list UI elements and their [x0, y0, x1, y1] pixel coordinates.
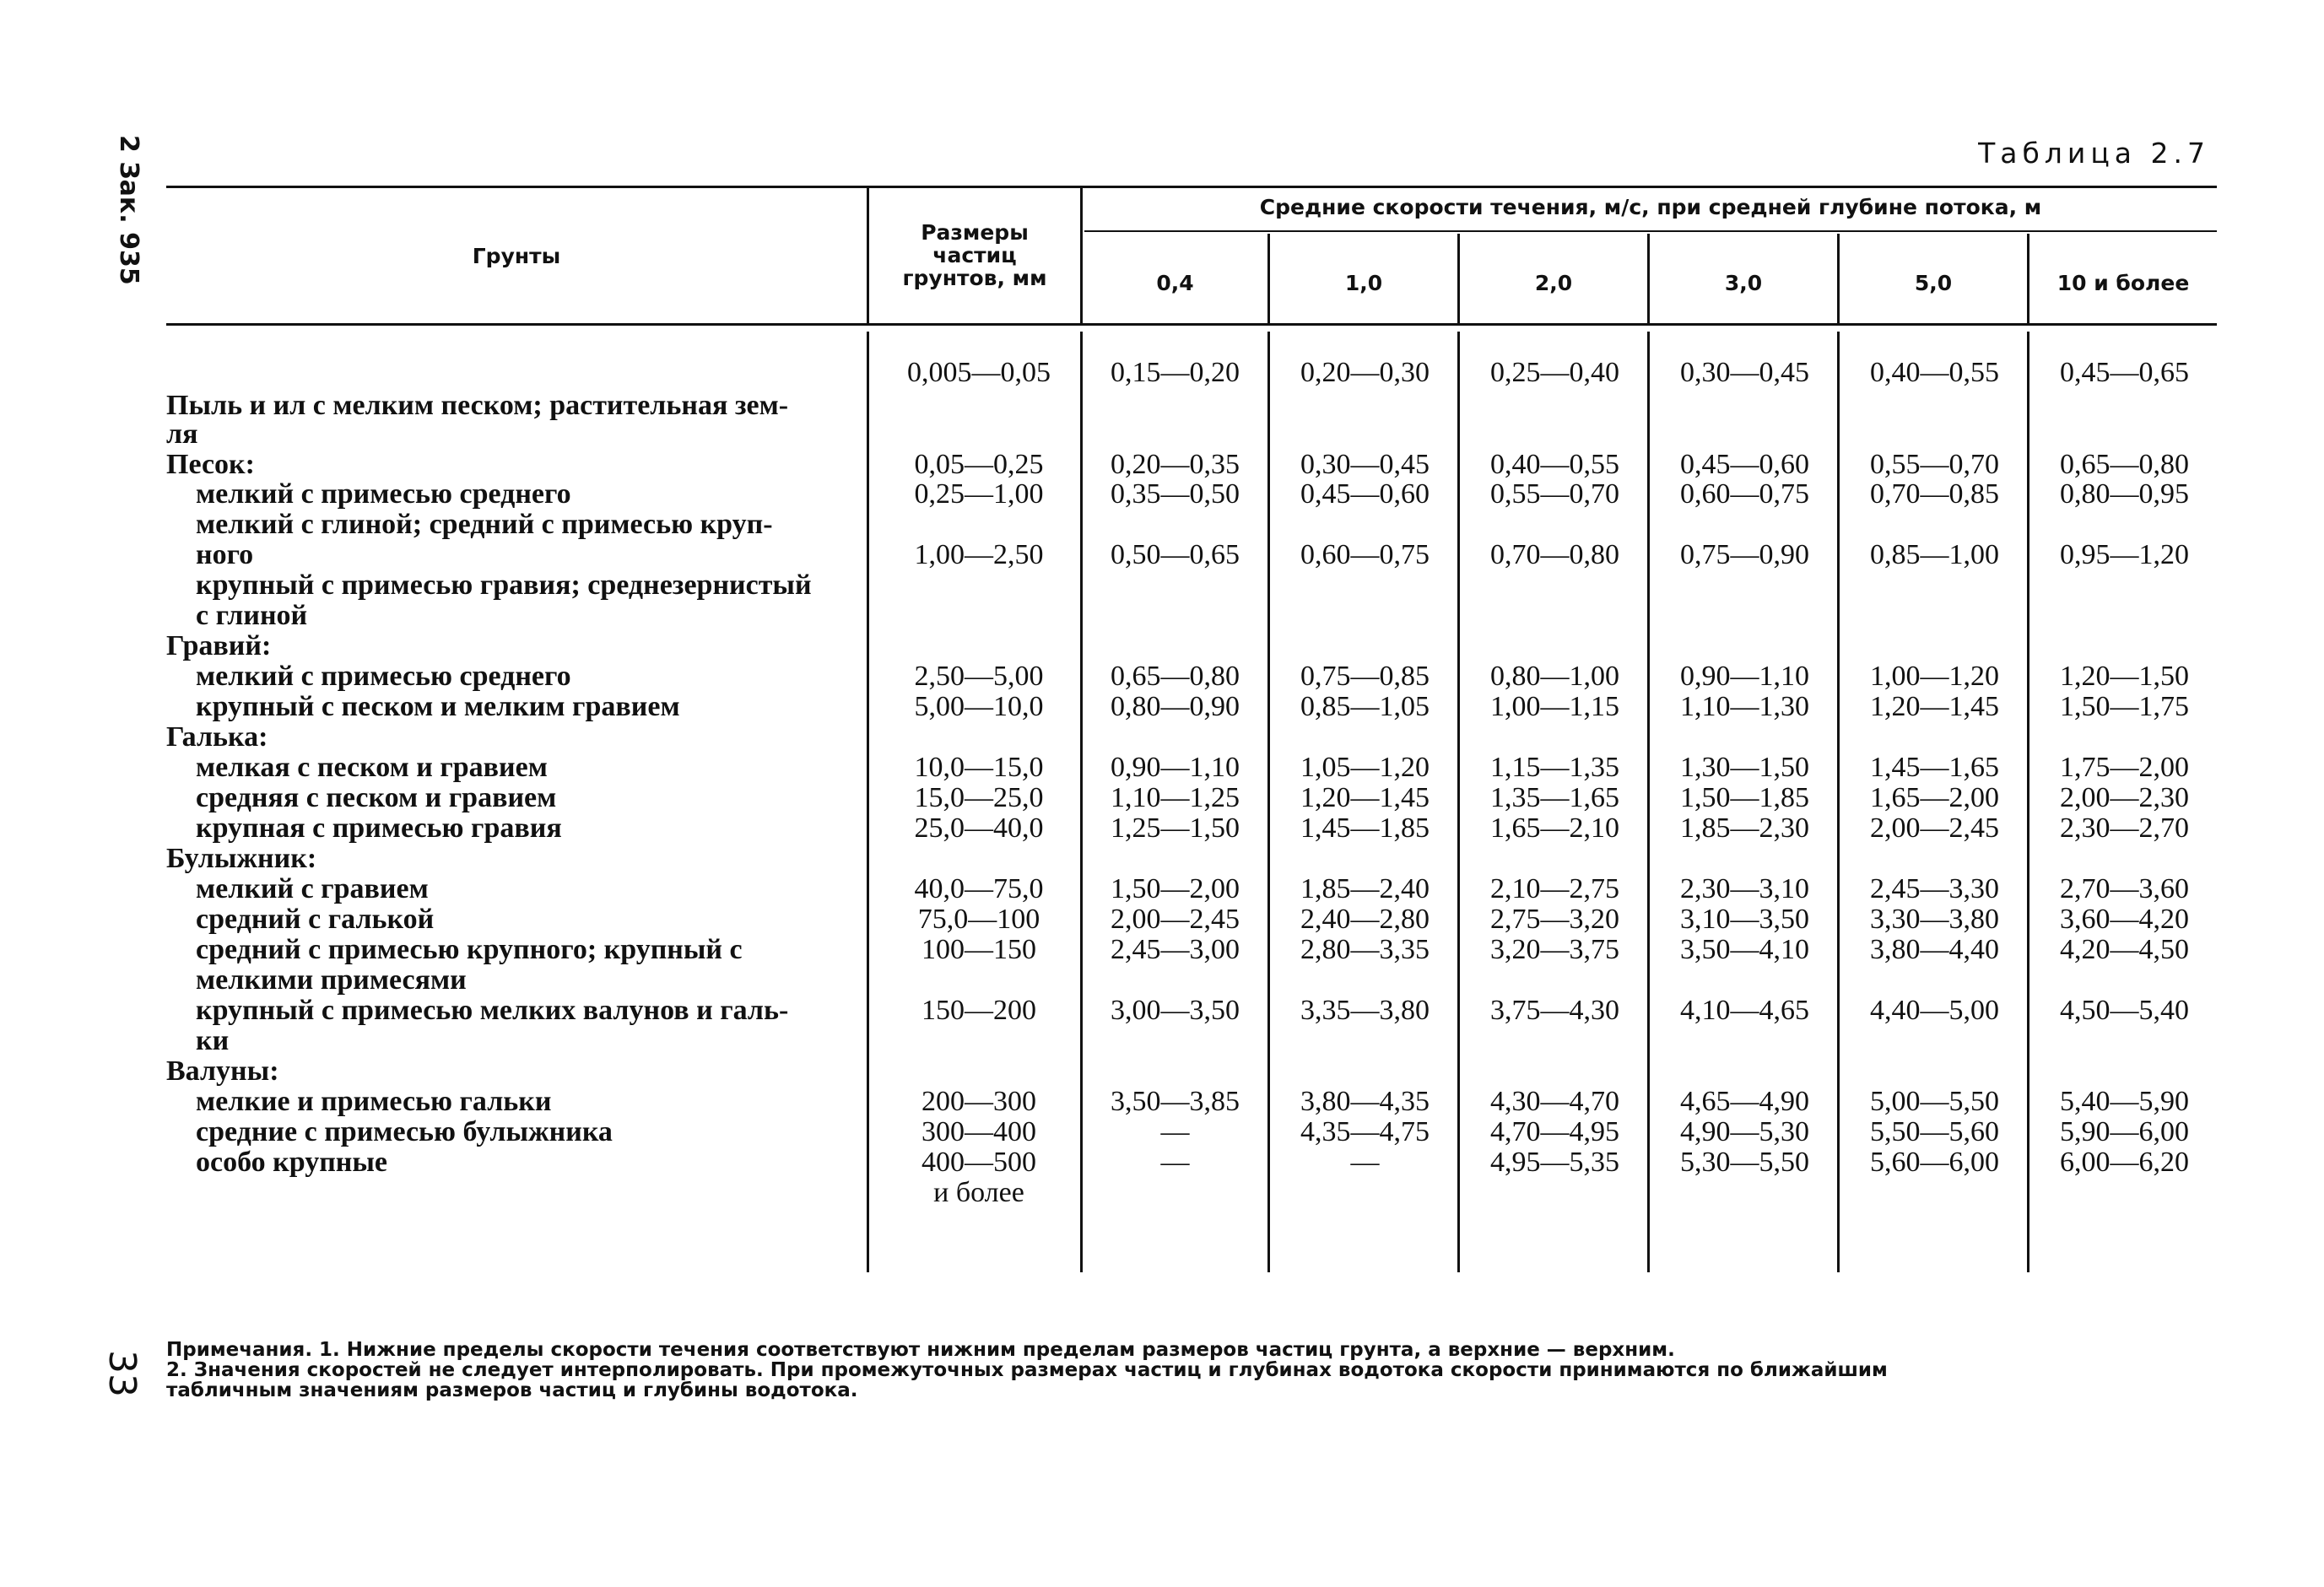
cell-soil: ля — [166, 418, 198, 450]
cell-size: 0,05—0,25 — [914, 449, 1044, 480]
cell-size: 0,005—0,05 — [907, 357, 1051, 388]
cell-speed: 0,50—0,65 — [1111, 539, 1240, 570]
cell-speed: 5,30—5,50 — [1680, 1147, 1809, 1178]
cell-speed: 1,20—1,50 — [2060, 661, 2189, 692]
header-depth: 2,0 — [1534, 271, 1573, 295]
cell-speed: 0,60—0,75 — [1300, 539, 1430, 570]
table-row — [0, 1147, 2324, 1178]
cell-soil: средние с примесью булыжника — [196, 1116, 613, 1147]
cell-soil: мелкими примесями — [196, 964, 467, 996]
cell-speed: 4,20—4,50 — [2060, 934, 2189, 965]
cell-soil: средняя с песком и гравием — [196, 782, 557, 813]
table-title: Таблица 2.7 — [1978, 137, 2210, 170]
cell-speed: 3,00—3,50 — [1111, 995, 1240, 1026]
table-row — [0, 1087, 2324, 1117]
cell-speed: 0,40—0,55 — [1490, 449, 1619, 480]
cell-speed: 0,35—0,50 — [1111, 478, 1240, 510]
cell-speed: 1,10—1,30 — [1680, 691, 1809, 722]
table-row — [0, 661, 2324, 692]
table-row — [0, 479, 2324, 510]
cell-speed: 1,10—1,25 — [1111, 782, 1240, 813]
cell-soil: Валуны: — [166, 1055, 279, 1087]
cell-speed: 1,15—1,35 — [1490, 752, 1619, 783]
cell-speed: 0,45—0,60 — [1300, 478, 1430, 510]
table-top-rule — [166, 186, 2217, 188]
note-line: табличным значениям размеров частиц и глубины водотока. — [166, 1380, 858, 1401]
table-row — [0, 540, 2324, 570]
cell-speed: 0,90—1,10 — [1111, 752, 1240, 783]
cell-speed: 3,80—4,40 — [1870, 934, 1999, 965]
cell-speed: 1,35—1,65 — [1490, 782, 1619, 813]
cell-speed: 3,20—3,75 — [1490, 934, 1619, 965]
table-row — [0, 1178, 2324, 1208]
cell-speed: 0,15—0,20 — [1111, 357, 1240, 388]
cell-speed: 1,25—1,50 — [1111, 812, 1240, 844]
cell-speed: 1,00—1,15 — [1490, 691, 1619, 722]
cell-speed: 3,75—4,30 — [1490, 995, 1619, 1026]
cell-speed: 0,75—0,90 — [1680, 539, 1809, 570]
header-depth: 3,0 — [1724, 271, 1763, 295]
cell-size: 200—300 — [921, 1086, 1036, 1117]
cell-speed: 3,10—3,50 — [1680, 904, 1809, 935]
note-line: Примечания. 1. Нижние пределы скорости течения соответствуют нижним пределам размеров частиц грунта, а верхние — верхним. — [166, 1340, 1675, 1360]
cell-speed: 1,05—1,20 — [1300, 752, 1430, 783]
cell-soil: крупный с примесью гравия; среднезернистый — [196, 569, 812, 601]
cell-soil: Песок: — [166, 449, 255, 480]
cell-soil: Гравий: — [166, 630, 272, 661]
table-notes — [166, 1340, 2217, 1401]
cell-soil: мелкий с глиной; средний с примесью круп- — [196, 509, 773, 540]
cell-speed: 2,45—3,00 — [1111, 934, 1240, 965]
cell-speed: 0,55—0,70 — [1490, 478, 1619, 510]
table-row — [0, 935, 2324, 965]
header-size — [869, 221, 1080, 289]
table-row — [0, 570, 2324, 601]
table-row — [0, 631, 2324, 661]
cell-speed: — — [1350, 1147, 1380, 1178]
cell-soil: крупный с песком и мелким гравием — [196, 691, 680, 722]
cell-speed: 6,00—6,20 — [2060, 1147, 2189, 1178]
cell-size: 1,00—2,50 — [914, 539, 1044, 570]
cell-speed: 2,10—2,75 — [1490, 873, 1619, 904]
cell-speed: 2,40—2,80 — [1300, 904, 1430, 935]
cell-speed: 0,20—0,35 — [1111, 449, 1240, 480]
margin-page-number: 33 — [100, 1350, 143, 1397]
cell-speed: 1,20—1,45 — [1870, 691, 1999, 722]
cell-speed: 0,60—0,75 — [1680, 478, 1809, 510]
table-row — [0, 874, 2324, 904]
cell-speed: 1,85—2,40 — [1300, 873, 1430, 904]
cell-speed: 1,50—2,00 — [1111, 873, 1240, 904]
cell-speed: 0,45—0,60 — [1680, 449, 1809, 480]
cell-speed: 1,30—1,50 — [1680, 752, 1809, 783]
cell-speed: 3,30—3,80 — [1870, 904, 1999, 935]
cell-speed: 2,00—2,45 — [1870, 812, 1999, 844]
cell-speed: 4,35—4,75 — [1300, 1116, 1430, 1147]
cell-speed: 1,00—1,20 — [1870, 661, 1999, 692]
header-depth: 1,0 — [1344, 271, 1383, 295]
cell-size: 150—200 — [921, 995, 1036, 1026]
cell-speed: 5,40—5,90 — [2060, 1086, 2189, 1117]
table-row — [0, 965, 2324, 996]
header-speed-group: Средние скорости течения, м/с, при средней глубине потока, м — [1259, 195, 2042, 219]
cell-speed: 0,80—0,95 — [2060, 478, 2189, 510]
note-line: 2. Значения скоростей не следует интерполировать. При промежуточных размерах частиц и глубинах водотока скорости принимаются по ближайшим — [166, 1360, 1888, 1380]
table-row — [0, 722, 2324, 753]
column-divider — [1080, 188, 1083, 323]
cell-speed: 2,30—3,10 — [1680, 873, 1809, 904]
cell-speed: 1,85—2,30 — [1680, 812, 1809, 844]
cell-size: 0,25—1,00 — [914, 478, 1044, 510]
cell-speed: 5,90—6,00 — [2060, 1116, 2189, 1147]
header-size-line: грунтов, мм — [902, 266, 1047, 290]
cell-speed: 4,50—5,40 — [2060, 995, 2189, 1026]
cell-speed: 0,55—0,70 — [1870, 449, 1999, 480]
cell-speed: 5,50—5,60 — [1870, 1116, 1999, 1147]
cell-size: 15,0—25,0 — [914, 782, 1044, 813]
cell-soil: особо крупные — [196, 1147, 388, 1178]
cell-speed: 4,40—5,00 — [1870, 995, 1999, 1026]
table-row — [0, 601, 2324, 631]
cell-speed: 1,65—2,00 — [1870, 782, 1999, 813]
cell-size: 75,0—100 — [917, 904, 1040, 935]
cell-soil: средний с примесью крупного; крупный с — [196, 934, 743, 965]
cell-size: 400—500 — [921, 1147, 1036, 1178]
cell-speed: 0,80—0,90 — [1111, 691, 1240, 722]
cell-soil: крупный с примесью мелких валунов и галь- — [196, 995, 789, 1026]
cell-speed: 5,60—6,00 — [1870, 1147, 1999, 1178]
table-row — [0, 391, 2324, 421]
cell-speed: 1,50—1,85 — [1680, 782, 1809, 813]
cell-soil: ного — [196, 539, 254, 570]
header-size-line: частиц — [932, 243, 1017, 267]
cell-speed: 0,40—0,55 — [1870, 357, 1999, 388]
cell-speed: 3,60—4,20 — [2060, 904, 2189, 935]
table-row — [0, 1117, 2324, 1147]
cell-speed: 1,65—2,10 — [1490, 812, 1619, 844]
header-depth: 10 и более — [2056, 271, 2190, 295]
cell-speed: 1,75—2,00 — [2060, 752, 2189, 783]
cell-speed: 2,80—3,35 — [1300, 934, 1430, 965]
cell-speed: 0,80—1,00 — [1490, 661, 1619, 692]
cell-speed: 0,45—0,65 — [2060, 357, 2189, 388]
cell-speed: 3,35—3,80 — [1300, 995, 1430, 1026]
cell-speed: 2,45—3,30 — [1870, 873, 1999, 904]
table-row — [0, 904, 2324, 935]
cell-speed: 4,95—5,35 — [1490, 1147, 1619, 1178]
cell-soil: мелкий с примесью среднего — [196, 661, 571, 692]
table-row — [0, 783, 2324, 813]
cell-speed: 3,50—3,85 — [1111, 1086, 1240, 1117]
cell-speed: 0,30—0,45 — [1680, 357, 1809, 388]
margin-page-info: 2 Зак. 935 — [114, 135, 143, 285]
cell-speed: 1,45—1,85 — [1300, 812, 1430, 844]
table-row — [0, 996, 2324, 1026]
cell-speed: 0,70—0,80 — [1490, 539, 1619, 570]
table-row — [0, 510, 2324, 540]
cell-speed: 0,70—0,85 — [1870, 478, 1999, 510]
cell-speed: 4,10—4,65 — [1680, 995, 1809, 1026]
cell-soil: мелкие и примесью гальки — [196, 1086, 552, 1117]
cell-speed: 0,75—0,85 — [1300, 661, 1430, 692]
cell-soil: с глиной — [196, 600, 308, 631]
cell-soil: крупная с примесью гравия — [196, 812, 562, 844]
cell-size: 2,50—5,00 — [914, 661, 1044, 692]
cell-speed: 0,65—0,80 — [2060, 449, 2189, 480]
header-bottom-rule — [166, 323, 2217, 326]
cell-soil: мелкий с примесью среднего — [196, 478, 571, 510]
table-row — [0, 450, 2324, 480]
cell-speed: 0,85—1,00 — [1870, 539, 1999, 570]
cell-speed: 0,25—0,40 — [1490, 357, 1619, 388]
cell-size: 300—400 — [921, 1116, 1036, 1147]
header-depth: 0,4 — [1156, 271, 1194, 295]
cell-speed: 0,90—1,10 — [1680, 661, 1809, 692]
cell-speed: 0,20—0,30 — [1300, 357, 1430, 388]
cell-speed: 4,65—4,90 — [1680, 1086, 1809, 1117]
table-row — [0, 419, 2324, 450]
header-depth: 5,0 — [1914, 271, 1953, 295]
cell-speed: 5,00—5,50 — [1870, 1086, 1999, 1117]
cell-speed: 1,50—1,75 — [2060, 691, 2189, 722]
cell-soil: средний с галькой — [196, 904, 435, 935]
table-row — [0, 844, 2324, 874]
cell-soil: мелкий с гравием — [196, 873, 429, 904]
cell-size: 100—150 — [921, 934, 1036, 965]
cell-speed: 2,30—2,70 — [2060, 812, 2189, 844]
cell-speed: 2,00—2,45 — [1111, 904, 1240, 935]
table-row — [0, 1056, 2324, 1087]
cell-speed: 4,90—5,30 — [1680, 1116, 1809, 1147]
table-row — [0, 692, 2324, 722]
cell-speed: 0,65—0,80 — [1111, 661, 1240, 692]
header-size-line: Размеры — [921, 220, 1029, 245]
cell-speed: 2,75—3,20 — [1490, 904, 1619, 935]
cell-speed: 1,45—1,65 — [1870, 752, 1999, 783]
cell-speed: 0,95—1,20 — [2060, 539, 2189, 570]
header-soil: Грунты — [472, 244, 561, 268]
cell-speed: 1,20—1,45 — [1300, 782, 1430, 813]
cell-speed: 4,30—4,70 — [1490, 1086, 1619, 1117]
table-row — [0, 813, 2324, 844]
cell-size: 40,0—75,0 — [914, 873, 1044, 904]
cell-size: 5,00—10,0 — [914, 691, 1044, 722]
cell-soil: ки — [196, 1025, 230, 1056]
cell-speed: 2,00—2,30 — [2060, 782, 2189, 813]
cell-speed: 2,70—3,60 — [2060, 873, 2189, 904]
cell-speed: 3,80—4,35 — [1300, 1086, 1430, 1117]
cell-size: и более — [933, 1177, 1024, 1208]
cell-soil: мелкая с песком и гравием — [196, 752, 548, 783]
header-group-rule — [1084, 230, 2217, 232]
cell-speed: 4,70—4,95 — [1490, 1116, 1619, 1147]
cell-size: 25,0—40,0 — [914, 812, 1044, 844]
cell-speed: — — [1160, 1116, 1190, 1147]
table-row — [0, 1026, 2324, 1056]
cell-speed: 0,85—1,05 — [1300, 691, 1430, 722]
table-row — [0, 358, 2324, 388]
cell-soil: Булыжник: — [166, 843, 317, 874]
cell-speed: 3,50—4,10 — [1680, 934, 1809, 965]
table-row — [0, 753, 2324, 783]
cell-speed: 0,30—0,45 — [1300, 449, 1430, 480]
cell-speed: — — [1160, 1147, 1190, 1178]
cell-soil: Пыль и ил с мелким песком; растительная зем- — [166, 390, 789, 421]
cell-soil: Галька: — [166, 721, 268, 753]
cell-size: 10,0—15,0 — [914, 752, 1044, 783]
